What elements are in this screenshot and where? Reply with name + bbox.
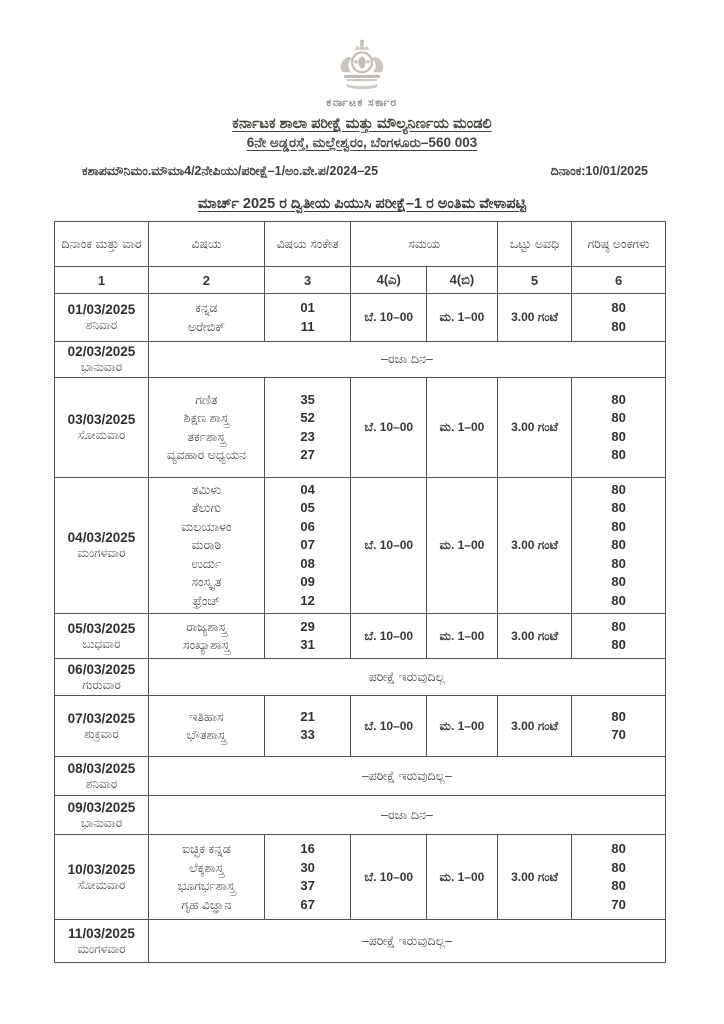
total-duration-value: 3.00 ಗಂಟೆ <box>498 614 572 658</box>
day-value: ಶನಿವಾರ <box>85 776 118 791</box>
marks-list <box>572 835 665 919</box>
subject-list <box>149 835 265 919</box>
table-row <box>55 478 665 614</box>
date-cell <box>55 757 149 795</box>
date-cell <box>55 696 149 756</box>
subject-code-list <box>265 835 352 919</box>
date-cell <box>55 294 149 341</box>
max-marks-value: 80 <box>611 637 626 652</box>
max-marks-value: 70 <box>611 896 626 912</box>
column-number-row <box>55 267 665 294</box>
column-header-subject: ವಿಷಯ <box>149 222 265 266</box>
subject-name: ಸಂಖ್ಯಾಶಾಸ್ತ್ರ <box>183 638 230 652</box>
date-cell <box>55 796 149 834</box>
exam-time-afternoon: ಮ. 1–00 <box>427 614 498 658</box>
table-row <box>55 294 665 342</box>
subject-code-list <box>265 614 352 658</box>
document-header <box>0 0 724 212</box>
day-value: ಬುಧವಾರ <box>82 636 121 651</box>
date-cell <box>55 478 149 613</box>
column-number: 5 <box>498 267 572 293</box>
max-marks-value: 80 <box>611 592 626 608</box>
table-row <box>55 920 665 962</box>
date-value: 02/03/2025 <box>67 344 136 359</box>
day-value: ಶುಕ್ರವಾರ <box>84 726 119 741</box>
subject-code: 35 <box>300 391 315 407</box>
date-value: 09/03/2025 <box>67 799 136 815</box>
subject-code: 12 <box>300 592 315 608</box>
day-value: ಸೋಮವಾರ <box>77 428 126 442</box>
subject-code: 30 <box>300 859 315 875</box>
date-value: 06/03/2025 <box>67 661 136 677</box>
subject-name: ಮಲಯಾಳಂ <box>181 519 232 534</box>
total-duration-value: 3.00 ಗಂಟೆ <box>498 378 572 477</box>
column-header-subject-code: ವಿಷಯ ಸಂಕೇತ <box>265 222 352 266</box>
subject-code: 31 <box>300 637 315 652</box>
table-row <box>55 614 665 659</box>
date-cell <box>55 835 149 919</box>
table-row <box>55 659 665 696</box>
subject-code: 52 <box>300 410 315 425</box>
total-duration-value: 3.00 ಗಂಟೆ <box>498 835 572 919</box>
marks-list <box>572 294 665 341</box>
subject-name: ಇತಿಹಾಸ <box>189 709 224 724</box>
day-value: ಮಂಗಳವಾರ <box>77 941 126 956</box>
column-number: 6 <box>614 272 623 288</box>
max-marks-value: 80 <box>611 708 626 724</box>
subject-code-list <box>265 378 352 477</box>
table-row <box>55 796 665 835</box>
max-marks-value: 80 <box>611 300 626 315</box>
notice-text: –ರಜಾ ದಿನ– <box>381 807 433 822</box>
subject-code: 23 <box>300 428 315 444</box>
date-cell <box>55 614 149 658</box>
notice-text: –ಪರೀಕ್ಷೆ ಇರುವುದಿಲ್ಲ– <box>361 768 453 783</box>
day-value: ಶನಿವಾರ <box>85 318 118 332</box>
subject-name: ಗಣಿತ <box>195 392 218 407</box>
timetable-table <box>54 221 666 963</box>
date-value: 01/03/2025 <box>67 302 136 317</box>
date-value: 03/03/2025 <box>67 412 136 427</box>
subject-list <box>149 614 265 658</box>
address-line: 6ನೇ ಅಡ್ಡರಸ್ತೆ, ಮಲ್ಲೇಶ್ವರಂ, ಬೆಂಗಳೂರು–560 003 <box>246 135 478 150</box>
table-row <box>55 757 665 796</box>
subject-name: ಭೂಗರ್ಭಶಾಸ್ತ್ರ <box>177 879 236 893</box>
subject-name: ತರ್ಕಶಾಸ್ತ್ರ <box>187 429 226 444</box>
max-marks-value: 80 <box>611 391 626 407</box>
column-number: 4(ಬಿ) <box>427 267 498 293</box>
notice-text: ಪರೀಕ್ಷೆ ಇರುವುದಿಲ್ಲ <box>368 669 446 684</box>
subject-code-list <box>265 294 352 341</box>
subject-code: 33 <box>300 727 315 742</box>
total-duration-value: 3.00 ಗಂಟೆ <box>498 696 572 756</box>
day-value: ಭಾನುವಾರ <box>80 360 123 374</box>
subject-list <box>149 478 265 613</box>
max-marks-value: 80 <box>611 859 626 875</box>
max-marks-value: 80 <box>611 574 626 590</box>
date-cell <box>55 659 149 695</box>
exam-time-afternoon: ಮ. 1–00 <box>427 696 498 756</box>
subject-code: 16 <box>300 841 315 856</box>
column-header-max-marks: ಗರಿಷ್ಠ ಅಂಕಗಳು <box>587 236 650 251</box>
day-value: ಗುರುವಾರ <box>82 677 121 692</box>
reference-row <box>0 164 724 179</box>
subject-name: ಫ್ರೆಂಚ್ <box>192 593 220 608</box>
total-duration-value: 3.00 ಗಂಟೆ <box>498 294 572 341</box>
table-row <box>55 378 665 478</box>
table-header-row <box>55 222 665 267</box>
subject-code: 08 <box>300 555 315 571</box>
total-duration-value: 3.00 ಗಂಟೆ <box>498 478 572 613</box>
subject-code: 11 <box>300 318 315 334</box>
subject-code: 29 <box>300 618 315 634</box>
exam-time-afternoon: ಮ. 1–00 <box>427 378 498 477</box>
subject-code-list <box>265 478 352 613</box>
subject-name: ಐಚ್ಛಿಕ ಕನ್ನಡ <box>181 842 231 856</box>
subject-name: ಶಿಕ್ಷಣ ಶಾಸ್ತ್ರ <box>183 411 230 425</box>
date-cell <box>55 378 149 477</box>
max-marks-value: 80 <box>611 447 626 462</box>
subject-name: ವ್ಯವಹಾರ ಅಧ್ಯಯನ <box>166 448 247 462</box>
subject-name: ಕನ್ನಡ <box>195 301 218 315</box>
date-value: 10/03/2025 <box>67 861 136 877</box>
column-header-total-duration: ಒಟ್ಟು ಅವಧಿ <box>498 222 572 266</box>
subject-name: ಭೌತಶಾಸ್ತ್ರ <box>186 728 226 742</box>
date-value: 11/03/2025 <box>68 925 135 941</box>
column-header-time: ಸಮಯ <box>351 222 497 266</box>
subject-code: 04 <box>300 481 315 497</box>
subject-code: 01 <box>300 300 315 315</box>
max-marks-value: 80 <box>611 618 626 634</box>
exam-time-morning: ಬೆ. 10–00 <box>351 835 427 919</box>
column-number: 3 <box>265 267 352 293</box>
subject-code: 67 <box>300 896 315 912</box>
max-marks-value: 80 <box>611 500 626 516</box>
subject-code: 07 <box>300 537 315 553</box>
table-row <box>55 696 665 757</box>
day-value: ಸೋಮವಾರ <box>77 877 126 892</box>
subject-code: 27 <box>300 447 315 462</box>
notice-text: –ಪರೀಕ್ಷೆ ಇರುವುದಿಲ್ಲ– <box>361 933 453 948</box>
date-value: 05/03/2025 <box>67 620 136 636</box>
date-value: 07/03/2025 <box>67 710 136 726</box>
marks-list <box>572 614 665 658</box>
subject-list <box>149 378 265 477</box>
reference-number: ಕಶಾಪಮೌನಿಮಂ.ಮೌಮಾ4/2ನೇಪಿಯು/ಪರೀಕ್ಷೆ–1/ಅಂ.ವೇ.ಪ/2024–25 <box>82 164 379 178</box>
max-marks-value: 80 <box>611 555 626 571</box>
date-value: 04/03/2025 <box>67 530 136 545</box>
day-value: ಮಂಗಳವಾರ <box>77 546 126 560</box>
exam-time-afternoon: ಮ. 1–00 <box>427 835 498 919</box>
exam-time-afternoon: ಮ. 1–00 <box>427 478 498 613</box>
government-label: ಕರ್ನಾಟಕ ಸರ್ಕಾರ <box>326 97 398 109</box>
exam-time-afternoon: ಮ. 1–00 <box>427 294 498 341</box>
subject-name: ಸಂಸ್ಕೃತ <box>191 575 222 590</box>
exam-time-morning: ಬೆ. 10–00 <box>351 696 427 756</box>
subject-name: ರಾಜ್ಯಶಾಸ್ತ್ರ <box>186 619 227 634</box>
subject-code-list <box>265 696 352 756</box>
column-number: 4(ಎ) <box>351 267 427 293</box>
date-value: 08/03/2025 <box>67 760 136 776</box>
date-cell <box>55 920 149 962</box>
column-header-date: ದಿನಾಂಕ ಮತ್ತು ವಾರ <box>55 222 149 266</box>
subject-name: ಗೃಹ ವಿಜ್ಞಾನ <box>181 897 232 912</box>
max-marks-value: 80 <box>611 878 626 893</box>
date-cell <box>55 342 149 377</box>
subject-code: 09 <box>300 574 315 590</box>
subject-name: ಉರ್ದು <box>191 556 222 571</box>
max-marks-value: 80 <box>611 841 626 856</box>
board-name: ಕರ್ನಾಟಕ ಶಾಲಾ ಪರೀಕ್ಷೆ ಮತ್ತು ಮೌಲ್ಯನಿರ್ಣಯ ಮಂಡಲಿ <box>232 116 492 132</box>
issue-date: ದಿನಾಂಕ:10/01/2025 <box>550 164 648 178</box>
document-title: ಮಾರ್ಚ್ 2025 ರ ದ್ವಿತೀಯ ಪಿಯುಸಿ ಪರೀಕ್ಷೆ–1 ರ ಅಂತಿಮ ವೇಳಾಪಟ್ಟಿ <box>197 196 527 212</box>
subject-code: 05 <box>300 500 315 516</box>
exam-time-morning: ಬೆ. 10–00 <box>351 614 427 658</box>
max-marks-value: 80 <box>611 518 626 534</box>
day-value: ಭಾನುವಾರ <box>80 815 123 830</box>
subject-name: ಮರಾಠಿ <box>191 538 222 553</box>
exam-time-morning: ಬೆ. 10–00 <box>351 478 427 613</box>
table-row <box>55 835 665 920</box>
max-marks-value: 70 <box>611 727 626 742</box>
subject-code: 06 <box>300 518 315 534</box>
subject-list <box>149 294 265 341</box>
marks-list <box>572 378 665 477</box>
marks-list <box>572 696 665 756</box>
subject-code: 21 <box>300 708 315 724</box>
karnataka-emblem-icon <box>0 38 724 94</box>
column-number: 2 <box>149 267 265 293</box>
subject-name: ತಮಿಳು <box>191 482 222 497</box>
subject-list <box>149 696 265 756</box>
max-marks-value: 80 <box>611 428 626 444</box>
exam-time-morning: ಬೆ. 10–00 <box>351 378 427 477</box>
max-marks-value: 80 <box>611 318 626 334</box>
max-marks-value: 80 <box>611 481 626 497</box>
subject-code: 37 <box>300 878 315 893</box>
subject-name: ಅರೇಬಿಕ್ <box>187 319 225 334</box>
table-row <box>55 342 665 378</box>
max-marks-value: 80 <box>611 410 626 425</box>
column-number: 1 <box>55 267 149 293</box>
exam-time-morning: ಬೆ. 10–00 <box>351 294 427 341</box>
marks-list <box>572 478 665 613</box>
notice-text: –ರಜಾ ದಿನ– <box>381 352 433 366</box>
subject-name: ಲೆಕ್ಕಶಾಸ್ತ್ರ <box>189 860 224 875</box>
max-marks-value: 80 <box>611 537 626 553</box>
subject-name: ತೆಲುಗು <box>191 501 222 516</box>
